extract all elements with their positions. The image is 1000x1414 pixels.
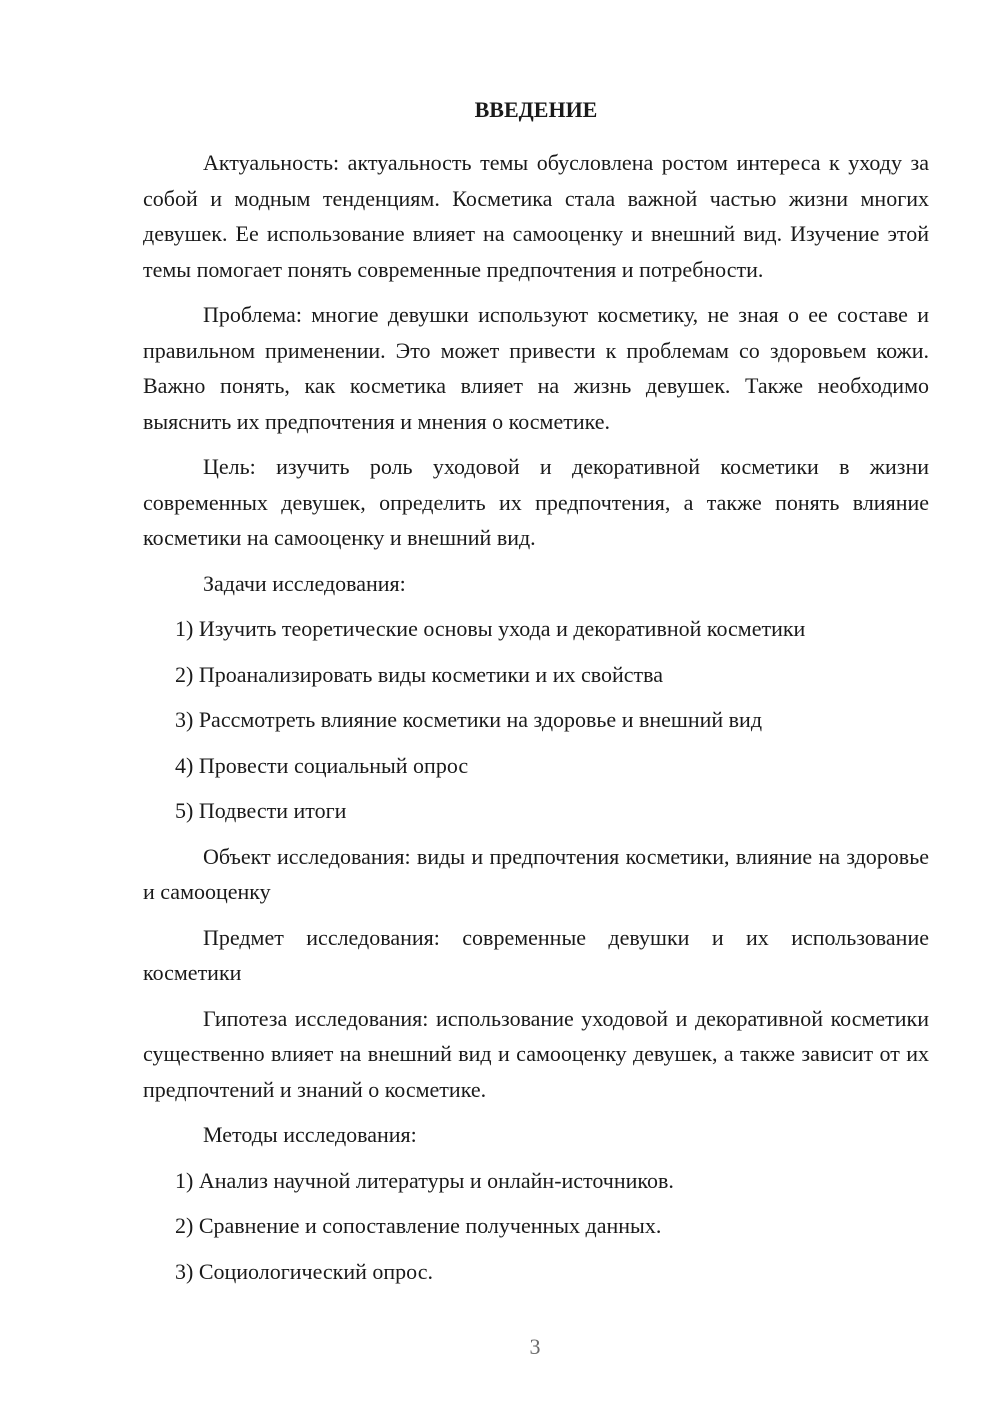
methods-heading: Методы исследования:	[203, 1122, 417, 1147]
method-item: 2) Сравнение и сопоставление полученных данных.	[175, 1213, 662, 1238]
subject-paragraph: Предмет исследования: современные девушки и их использование косметики	[143, 924, 929, 985]
goal-paragraph: Цель: изучить роль уходовой и декоративной косметики в жизни современных девушек, определить их предпочтения, а также понять влияние косметики на самооценку и внешний вид.	[143, 454, 929, 550]
method-item: 3) Социологический опрос.	[175, 1258, 433, 1284]
document-page	[143, 92, 929, 1299]
task-item: 5) Подвести итоги	[175, 798, 347, 823]
task-item: 2) Проанализировать виды косметики и их свойства	[175, 661, 663, 687]
hypothesis-paragraph: Гипотеза исследования: использование уходовой и декоративной косметики существенно влияет на внешний вид и самооценку девушек, а также зависит от их предпочтений и знаний о косметике.	[143, 1005, 929, 1102]
method-item: 1) Анализ научной литературы и онлайн-источников.	[175, 1167, 674, 1193]
task-item: 1) Изучить теоретические основы ухода и декоративной косметики	[175, 616, 806, 641]
tasks-heading: Задачи исследования:	[203, 570, 406, 596]
relevance-paragraph: Актуальность: актуальность темы обусловлена ростом интереса к уходу за собой и модным тенденциям. Косметика стала важной частью жизни многих девушек. Ее использование влияет на самооценку и внешний вид. Изучение этой темы помогает понять современные предпочтения и потребности.	[143, 150, 929, 282]
tasks-list	[143, 611, 929, 829]
task-item: 4) Провести социальный опрос	[175, 752, 469, 778]
object-paragraph: Объект исследования: виды и предпочтения косметики, влияние на здоровье и самооценку	[143, 843, 929, 904]
problem-paragraph: Проблема: многие девушки используют косметику, не зная о ее составе и правильном применении. Это может привести к проблемам со здоровьем кожи. Важно понять, как косметика влияет на жизнь девушек. Также необходимо выяснить их предпочтения и мнения о косметике.	[143, 302, 929, 434]
methods-list	[143, 1163, 929, 1290]
task-item: 3) Рассмотреть влияние косметики на здоровье и внешний вид	[175, 707, 763, 732]
page-number: 3	[529, 1334, 541, 1359]
section-title: ВВЕДЕНИЕ	[474, 97, 598, 122]
